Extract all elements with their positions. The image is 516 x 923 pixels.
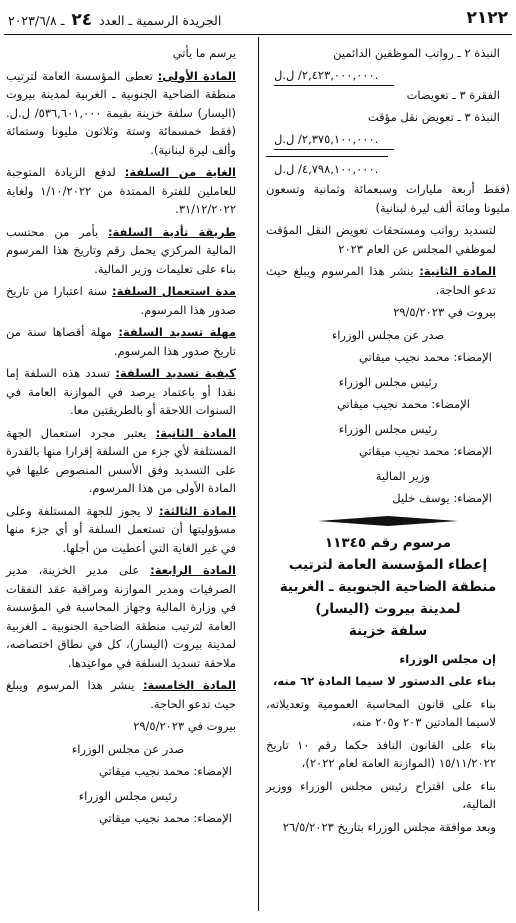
gazette-name: الجريدة الرسمية ـ العدد <box>99 13 222 28</box>
advance-repay-method <box>6 364 250 420</box>
advance-method <box>6 223 250 279</box>
place-date: بيروت في ٢٩/٥/٢٠٢٣ <box>393 305 496 319</box>
signature: الإمضاء: محمد نجيب ميقاتي <box>98 764 232 778</box>
clause-label: طريقة تأدية السلفة: <box>107 224 236 239</box>
article-text: تعطى المؤسسة العامة لترتيب منطقة الضاحية الجنوبية ـ الغربية لمدينة بيروت (اليسار) سلفة خزينة بقيمة ٥٣٦,٦٠١,٠٠٠/ ل.ل. (فقط خمسمائة وستة وثلاثون مليونا وستمائة وألف ليرة لبنانية). <box>6 68 236 157</box>
decree-title-line: سلفة خزينة <box>348 622 428 639</box>
separator-diamond-icon <box>318 516 458 526</box>
budget-total <box>266 156 510 180</box>
article-3 <box>6 502 250 558</box>
budget-label: النبذة ٣ ـ تعويض نقل مؤقت <box>367 110 500 124</box>
total-in-words: (فقط أربعة مليارات وسبعمائة وثمانية وتسعون مليونا ومائة ألف ليرة لبنانية) <box>266 182 510 215</box>
article-label: المادة الخامسة: <box>142 678 236 692</box>
signature: الإمضاء: يوسف خليل <box>392 491 492 505</box>
header-divider <box>4 34 512 35</box>
issue-date: ـ ٢٠٢٣/٦/٨ <box>8 13 65 28</box>
article-5 <box>6 676 250 713</box>
clause-text: سنة اعتبارا من تاريخ صدور هذا المرسوم. <box>6 284 236 317</box>
signature: الإمضاء: محمد نجيب ميقاتي <box>98 811 232 825</box>
signatory-title: وزير المالية <box>375 468 430 483</box>
advance-use-period <box>6 282 250 319</box>
clause-label: مهلة تسديد السلفة: <box>118 325 237 339</box>
article-label: المادة الثالثة: <box>158 503 236 518</box>
article-text: لا يجوز للجهة المستلفة وعلى مسؤوليتها أن تستعمل السلفة أو أي جزء منها في غير الغاية التي أعطيت من أجلها. <box>6 503 236 555</box>
page-header <box>6 4 510 34</box>
advance-repay-period <box>6 323 250 360</box>
issued-by: صدر عن مجلس الوزراء <box>71 741 185 756</box>
signature: الإمضاء: محمد نجيب ميقاتي <box>358 444 492 458</box>
total-rule <box>266 156 388 157</box>
decree-title-line: منطقة الضاحية الجنوبية ـ الغربية <box>279 578 497 595</box>
advance-goal <box>6 163 250 219</box>
clause-text: تسدد هذه السلفة إما نقدا أو باعتماد يرصد في الموازنة العامة في السنوات اللاحقة أو بالطريقتين معا. <box>6 366 236 417</box>
article-text: ينشر هذا المرسوم ويبلغ حيث تدعو الحاجة. <box>6 678 236 711</box>
clause-label: كيفية تسديد السلفة: <box>115 366 236 380</box>
budget-line <box>266 86 510 108</box>
article-label: المادة الثانية: <box>419 264 497 278</box>
article-4 <box>6 561 250 672</box>
signatory-title: رئيس مجلس الوزراء <box>78 788 178 803</box>
article-label: المادة الثانية: <box>155 425 236 440</box>
council-heading: إن مجلس الوزراء <box>399 651 496 666</box>
basis-clause: بناء على اقتراح رئيس مجلس الوزراء ووزير المالية، <box>266 778 496 811</box>
budget-label: الفقرة ٣ ـ تعويضات <box>406 88 500 102</box>
basis-clause: بناء على قانون المحاسبة العمومية وتعديلاته، لاسيما المادتين ٢٠٣ و٢٠٥ منه، <box>266 696 496 729</box>
issue-number: ٢٤ <box>71 10 93 30</box>
budget-label: النبذة ٢ ـ رواتب الموظفين الدائمين <box>333 46 500 60</box>
decree-number: مرسوم رقم ١١٣٤٥ <box>324 534 452 551</box>
article-2 <box>266 262 510 299</box>
signatory-title: رئيس مجلس الوزراء <box>338 421 438 436</box>
decree-title-line: إعطاء المؤسسة العامة لترتيب <box>288 556 488 573</box>
article-text: على مدير الخزينة، مدير الصرفيات ومدير الموازنة ومراقبة عقد النفقات في وزارة المالية وجهاز المحاسبة في المؤسسة العامة لترتيب منطقة الضاحية الجنوبية ـ الغربية لمدينة بيروت (اليسار)، كل في نطاق اختصاصه، ملاحقة تسديد السلفة في مواعيدها. <box>6 563 236 670</box>
masthead <box>8 10 221 30</box>
basis-clause: وبعد موافقة مجلس الوزراء بتاريخ ٢٦/٥/٢٠٢٣ <box>282 819 496 834</box>
decrees-heading: يرسم ما يأتي <box>172 46 236 60</box>
issued-by: صدر عن مجلس الوزراء <box>331 327 445 342</box>
budget-line <box>266 44 510 86</box>
section-separator <box>318 516 458 526</box>
signatory-title: رئيس مجلس الوزراء <box>338 374 438 389</box>
column-divider <box>258 37 259 911</box>
decree-title-line: لمدينة بيروت (اليسار) <box>315 600 461 617</box>
right-column <box>266 44 510 840</box>
clause-text: بأمر من محتسب المالية المركزي يحمل رقم وتاريخ هذا المرسوم بناء على تعليمات وزير المالية. <box>6 224 236 276</box>
budget-amount: ٢,٤٢٣,٠٠٠,٠٠٠/ ل.ل. <box>274 66 394 86</box>
article-text: ينشر هذا المرسوم ويبلغ حيث تدعو الحاجة. <box>266 264 496 297</box>
basis-constitution: بناء على الدستور لا سيما المادة ٦٢ منه، <box>273 674 496 688</box>
article-label: المادة الرابعة: <box>150 563 236 577</box>
clause-text: مهلة أقصاها سنة من تاريخ صدور هذا المرسوم. <box>6 325 236 358</box>
clause-label: الغاية من السلفة: <box>124 165 236 179</box>
total-amount: ٤,٧٩٨,١٠٠,٠٠٠/ ل.ل. <box>274 162 379 176</box>
article-text: يعتبر مجرد استعمال الجهة المستلفة لأي جزء من السلفة إقرارا منها بالقدرة على التسديد وفق الأسس المنصوص عليها في المادة الأولى من هذا المرسوم. <box>6 425 236 495</box>
clause-label: مدة استعمال السلفة: <box>111 284 237 298</box>
article-2 <box>6 424 250 498</box>
article-label: المادة الأولى: <box>157 68 236 83</box>
page-number: ٢١٢٢ <box>466 8 508 28</box>
budget-amount: ٢,٣٧٥,١٠٠,٠٠٠/ ل.ل. <box>274 130 394 150</box>
place-date: بيروت في ٢٩/٥/٢٠٢٣ <box>133 719 236 733</box>
purpose-text: لتسديد رواتب ومستحقات تعويض النقل المؤقت لموظفي المجلس عن العام ٢٠٢٣ <box>266 223 496 256</box>
budget-line <box>266 108 510 150</box>
left-column <box>6 44 250 834</box>
signature: الإمضاء: محمد نجيب ميقاتي <box>358 350 492 364</box>
signature: الإمضاء: محمد نجيب ميقاتي <box>336 397 470 411</box>
clause-text: لدفع الزيادة المتوجبة للعاملين للفترة الممتدة من ١/١٠/٢٠٢٢ ولغاية ٣١/١٢/٢٠٢٢. <box>6 165 236 216</box>
basis-clause: بناء على القانون النافذ حكما رقم ١٠ تاريخ ١٥/١١/٢٠٢٢ (الموازنة العامة لعام ٢٠٢٢)، <box>266 737 496 770</box>
article-1 <box>6 67 250 160</box>
